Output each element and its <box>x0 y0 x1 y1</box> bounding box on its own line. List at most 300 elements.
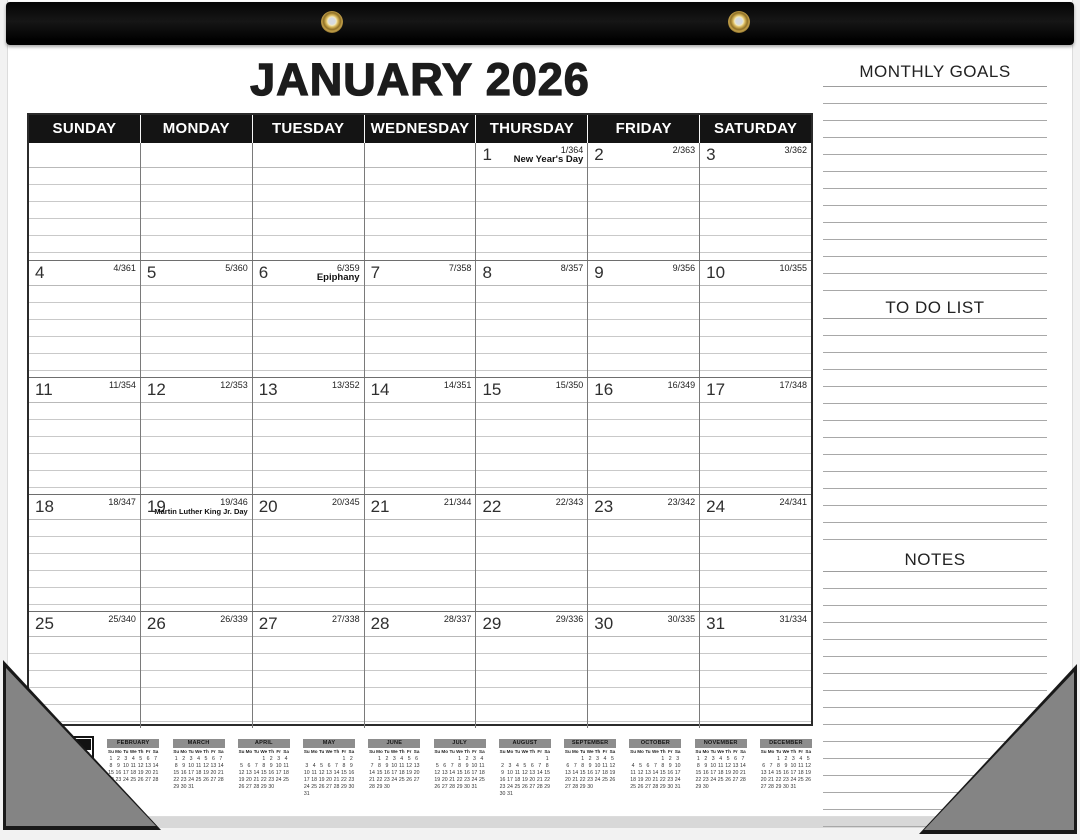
mini-day: 8 <box>378 762 381 769</box>
mini-day <box>529 791 536 798</box>
mini-month-header: SEPTEMBER <box>564 739 616 748</box>
mini-weekday: We <box>456 749 463 754</box>
mini-day: 12 <box>203 762 209 769</box>
sidebar-ruled-line <box>823 257 1047 274</box>
mini-week-row <box>303 770 355 777</box>
mini-day: 2 <box>182 755 186 762</box>
mini-day: 22 <box>173 777 180 784</box>
cell-ruled-line <box>141 437 252 454</box>
mini-month-header: AUGUST <box>499 739 551 748</box>
cell-ruled-line <box>365 471 476 488</box>
day-of-year: 18/347 <box>108 497 136 507</box>
cell-ruled-line <box>29 286 140 303</box>
mini-day: 1 <box>545 755 549 762</box>
mini-weekday: We <box>390 749 398 754</box>
mini-month-header: JULY <box>434 739 486 748</box>
mini-day: 14 <box>217 762 224 769</box>
cell-ruled-line <box>29 236 140 253</box>
day-corner-info <box>220 614 248 624</box>
mini-week-row <box>173 784 225 791</box>
mini-day: 19 <box>238 777 245 784</box>
mini-day: 3 <box>508 762 512 769</box>
mini-day: 15 <box>775 769 782 776</box>
cell-ruled-line <box>253 219 364 236</box>
mini-day: 18 <box>130 769 137 776</box>
mini-week-row <box>107 770 159 777</box>
mini-day: 20 <box>145 769 151 776</box>
mini-day: 30 <box>464 784 470 791</box>
mini-day: 29 <box>260 784 267 791</box>
mini-day: 10 <box>122 762 129 769</box>
mini-week-row <box>564 777 616 784</box>
cell-ruled-line <box>29 454 140 471</box>
mini-day: 6 <box>146 755 150 762</box>
mini-day: 11 <box>717 762 724 769</box>
mini-day: 3 <box>124 755 128 762</box>
day-header-band <box>365 261 476 286</box>
mini-day <box>637 756 644 763</box>
cell-ruled-line <box>588 437 699 454</box>
sidebar-ruled-line <box>823 336 1047 353</box>
day-number: 20 <box>258 497 278 516</box>
cell-ruled-line <box>253 537 364 554</box>
day-corner-info <box>779 263 807 273</box>
mini-day: 24 <box>391 777 398 784</box>
mini-day <box>253 756 260 763</box>
day-corner-info <box>449 263 472 273</box>
mini-day: 29 <box>456 784 463 791</box>
cell-ruled-line <box>588 202 699 219</box>
cell-ruled-line <box>588 303 699 320</box>
cell-ruled-line <box>253 403 364 420</box>
mini-weekday: Fr <box>602 749 608 754</box>
mini-day: 25 <box>602 777 608 784</box>
mini-day: 17 <box>674 769 681 776</box>
mini-week-row <box>629 770 681 777</box>
cell-ruled-line <box>29 168 140 185</box>
day-number: 8 <box>482 263 492 282</box>
mini-day: 20 <box>246 777 252 784</box>
mini-week-row <box>499 777 551 784</box>
day-header-band <box>700 612 811 637</box>
cell-ruled-line <box>700 588 811 605</box>
mini-day: 5 <box>726 755 730 762</box>
mini-day: 19 <box>521 777 528 784</box>
mini-weekday: Tu <box>384 749 390 754</box>
mini-day: 20 <box>413 769 420 776</box>
mini-weekday: Th <box>137 749 144 754</box>
mini-weekday-row <box>564 748 616 756</box>
mini-day: 18 <box>478 769 485 776</box>
mini-day: 10 <box>275 762 282 769</box>
mini-day: 25 <box>283 777 289 784</box>
mini-week-row <box>695 784 747 791</box>
mini-weekday: Th <box>268 749 275 754</box>
mini-weekday: We <box>521 749 529 754</box>
calendar-grid <box>27 113 813 726</box>
mini-day: 22 <box>456 777 463 784</box>
day-number: 28 <box>370 614 390 633</box>
cell-ruled-line <box>141 688 252 705</box>
mini-day: 19 <box>609 769 616 776</box>
day-of-year: 6/359 <box>337 263 360 273</box>
holiday-label: Epiphany <box>316 272 360 283</box>
day-cell <box>699 495 811 611</box>
mini-weekday: We <box>129 749 137 754</box>
day-header-band <box>588 612 699 637</box>
mini-day: 13 <box>210 762 217 769</box>
mini-day: 30 <box>499 791 506 798</box>
mini-day: 7 <box>370 762 374 769</box>
cell-ruled-line <box>476 554 587 571</box>
cell-ruled-line <box>29 320 140 337</box>
day-cell <box>475 378 587 494</box>
mini-week-row <box>760 784 812 791</box>
mini-week-row <box>434 763 486 770</box>
mini-day: 18 <box>283 769 289 776</box>
mini-day: 13 <box>760 769 767 776</box>
mini-day: 27 <box>732 777 739 784</box>
day-of-year: 3/362 <box>784 145 808 155</box>
mini-weekday: Th <box>464 749 470 754</box>
mini-day: 1 <box>777 755 780 762</box>
cell-ruled-line <box>476 354 587 371</box>
day-cell <box>252 378 364 494</box>
mini-day: 2 <box>116 755 120 762</box>
cell-ruled-line <box>476 303 587 320</box>
day-corner-info <box>668 614 696 624</box>
mini-week-row <box>434 770 486 777</box>
cell-ruled-line <box>141 168 252 185</box>
day-number: 14 <box>370 380 390 399</box>
cell-ruled-line <box>365 520 476 537</box>
day-corner-info <box>668 380 696 390</box>
mini-day: 28 <box>449 784 456 791</box>
mini-day: 19 <box>406 769 413 776</box>
mini-month-header: OCTOBER <box>629 739 681 748</box>
mini-weekday: Mo <box>637 749 644 754</box>
sidebar-ruled-line <box>823 404 1047 421</box>
day-header-band <box>141 495 252 520</box>
mini-day: 3 <box>392 755 396 762</box>
day-number: 6 <box>258 263 269 282</box>
mini-weekday-row <box>434 748 486 756</box>
sidebar-ruled-line <box>823 455 1047 472</box>
mini-day: 6 <box>211 755 215 762</box>
mini-week-row <box>368 770 420 777</box>
cell-ruled-line <box>365 185 476 202</box>
mini-weekday: Tu <box>449 749 455 754</box>
cell-ruled-line <box>700 437 811 454</box>
mini-day: 13 <box>145 762 151 769</box>
mini-weekday: Th <box>594 749 601 754</box>
day-of-year: 8/357 <box>560 263 584 273</box>
cell-ruled-line <box>29 520 140 537</box>
mini-month-march <box>173 739 225 791</box>
day-header-band <box>365 495 476 520</box>
mini-day: 2 <box>269 755 273 762</box>
mini-day: 18 <box>797 769 804 776</box>
cell-ruled-line <box>588 654 699 671</box>
mini-day: 14 <box>369 769 375 776</box>
mini-day: 3 <box>711 755 715 762</box>
mini-month-header: DECEMBER <box>760 739 812 748</box>
cell-ruled-line <box>29 571 140 588</box>
mini-weekday: Mo <box>767 749 775 754</box>
day-cell <box>29 378 140 494</box>
mini-day: 9 <box>588 762 592 769</box>
day-header-band <box>365 612 476 637</box>
mini-day: 6 <box>646 762 650 769</box>
mini-day: 2 <box>784 755 788 762</box>
mini-day: 28 <box>652 784 659 791</box>
cell-ruled-line <box>141 454 252 471</box>
day-corner-info <box>109 380 136 390</box>
cell-ruled-line <box>700 454 811 471</box>
mini-day: 26 <box>318 784 325 791</box>
day-corner-info <box>779 380 807 390</box>
mini-day: 14 <box>253 769 260 776</box>
day-cell <box>140 261 252 377</box>
mini-day: 1 <box>581 755 585 762</box>
day-header-band <box>253 495 364 520</box>
day-header-band <box>365 378 476 403</box>
mini-day: 21 <box>333 777 340 784</box>
sidebar-ruled-line <box>823 657 1047 674</box>
mini-day: 10 <box>594 762 601 769</box>
mini-week-row <box>368 777 420 784</box>
mini-day: 3 <box>189 755 193 762</box>
mini-day: 16 <box>268 769 275 776</box>
mini-day: 27 <box>529 784 536 791</box>
mini-day: 8 <box>109 762 113 769</box>
cell-ruled-line <box>476 537 587 554</box>
day-header-band <box>141 143 252 168</box>
day-of-year: 10/355 <box>779 263 808 273</box>
mini-weekday: Tu <box>253 749 259 754</box>
cell-ruled-line <box>253 637 364 654</box>
mini-day: 15 <box>260 769 267 776</box>
mini-day: 11 <box>514 769 521 776</box>
cell-ruled-line <box>141 286 252 303</box>
day-cell <box>587 495 699 611</box>
mini-weekday: We <box>586 749 594 754</box>
cell-ruled-line <box>588 688 699 705</box>
mini-day: 26 <box>805 777 812 784</box>
cell-ruled-line <box>700 403 811 420</box>
day-header-band <box>29 378 140 403</box>
mini-day: 21 <box>449 777 456 784</box>
sidebar-ruled-line <box>823 240 1047 257</box>
mini-day: 16 <box>667 769 674 776</box>
mini-weekday: Mo <box>245 749 253 754</box>
mini-week-row <box>499 770 551 777</box>
mini-month-december <box>760 739 812 791</box>
mini-day <box>368 756 375 763</box>
mini-day: 22 <box>695 777 702 784</box>
mini-weekday-row <box>173 748 225 756</box>
mini-month-april <box>238 739 290 791</box>
mini-day: 24 <box>188 777 194 784</box>
cell-ruled-line <box>253 471 364 488</box>
weekday-header-cell: SUNDAY <box>52 120 117 137</box>
mini-day: 2 <box>349 755 353 762</box>
day-corner-info <box>673 263 696 273</box>
day-number: 19 <box>146 497 166 516</box>
mini-day: 11 <box>798 762 804 769</box>
cell-ruled-line <box>253 303 364 320</box>
cell-ruled-line <box>253 705 364 722</box>
mini-day: 5 <box>610 755 614 762</box>
holiday-label: New Year's Day <box>513 154 584 165</box>
mini-day: 28 <box>152 777 159 784</box>
mini-day: 31 <box>303 791 310 798</box>
mini-week-row <box>107 756 159 763</box>
mini-weekday: Fr <box>667 749 673 754</box>
week-row <box>29 611 811 728</box>
mini-day: 15 <box>544 769 551 776</box>
day-header-band <box>141 378 252 403</box>
mini-month-may <box>303 739 355 799</box>
mini-day <box>434 756 441 763</box>
mini-week-row <box>303 784 355 791</box>
mini-month-september <box>564 739 616 791</box>
cell-ruled-line <box>29 403 140 420</box>
cell-ruled-line <box>588 637 699 654</box>
mini-weekday: Mo <box>506 749 514 754</box>
mini-weekday: Th <box>660 749 666 754</box>
mini-day <box>739 784 746 791</box>
mini-day: 14 <box>768 769 774 776</box>
mini-weekday: Fr <box>211 749 216 754</box>
mini-day: 18 <box>398 769 405 776</box>
mini-weekday: Sa <box>674 749 681 754</box>
mini-day: 21 <box>652 777 659 784</box>
mini-day: 27 <box>210 777 217 784</box>
mini-day: 18 <box>514 777 521 784</box>
cell-ruled-line <box>588 168 699 185</box>
cell-ruled-line <box>365 337 476 354</box>
mini-week-row <box>303 777 355 784</box>
mini-day <box>521 791 528 798</box>
mini-day: 30 <box>268 784 275 791</box>
mini-day: 11 <box>630 769 636 776</box>
mini-day: 4 <box>131 755 135 762</box>
mini-day: 17 <box>471 769 478 776</box>
mini-week-row <box>629 777 681 784</box>
mini-day: 12 <box>609 762 616 769</box>
cell-ruled-line <box>141 403 252 420</box>
mini-day: 5 <box>806 755 810 762</box>
mini-day: 26 <box>434 784 441 791</box>
mini-day <box>804 784 811 791</box>
mini-day: 12 <box>521 769 528 776</box>
mini-day: 12 <box>725 762 731 769</box>
cell-ruled-line <box>253 202 364 219</box>
day-corner-info <box>784 145 807 155</box>
mini-day <box>202 784 209 791</box>
day-header-band <box>476 261 587 286</box>
mini-day: 11 <box>479 762 485 769</box>
mini-day <box>303 756 310 763</box>
cell-ruled-line <box>476 202 587 219</box>
mini-day: 9 <box>501 769 505 776</box>
cell-ruled-line <box>588 320 699 337</box>
mini-day: 25 <box>514 784 521 791</box>
cell-ruled-line <box>700 303 811 320</box>
cell-ruled-line <box>588 705 699 722</box>
day-number: 26 <box>146 614 166 633</box>
cell-ruled-line <box>365 236 476 253</box>
mini-calendars-strip <box>24 736 812 803</box>
mini-day: 30 <box>348 784 355 791</box>
day-number: 22 <box>482 497 502 516</box>
mini-day <box>405 784 412 791</box>
day-cell <box>29 261 140 377</box>
day-of-year: 26/339 <box>220 614 248 624</box>
day-header-band <box>588 143 699 168</box>
cell-ruled-line <box>141 354 252 371</box>
cell-ruled-line <box>476 571 587 588</box>
cell-ruled-line <box>588 185 699 202</box>
cell-ruled-line <box>476 588 587 605</box>
cell-ruled-line <box>29 337 140 354</box>
mini-day: 24 <box>275 777 282 784</box>
mini-day: 20 <box>441 777 448 784</box>
mini-day: 24 <box>710 777 717 784</box>
day-number: 15 <box>482 380 502 399</box>
mini-day: 9 <box>349 762 353 769</box>
mini-weekday: Su <box>695 749 702 754</box>
mini-day: 31 <box>674 784 681 791</box>
cell-ruled-line <box>29 185 140 202</box>
day-cell <box>475 495 587 611</box>
mini-day <box>310 791 317 798</box>
mini-day: 11 <box>130 762 136 769</box>
mini-day: 5 <box>320 762 324 769</box>
day-corner-info <box>556 497 584 507</box>
cell-ruled-line <box>476 454 587 471</box>
mini-day: 16 <box>180 769 187 776</box>
mini-day: 30 <box>384 784 390 791</box>
sidebar-ruled-line <box>823 189 1047 206</box>
mini-day: 22 <box>260 777 267 784</box>
cell-ruled-line <box>476 671 587 688</box>
mini-day <box>245 756 252 763</box>
mini-week-row <box>499 784 551 791</box>
cell-ruled-line <box>253 168 364 185</box>
cell-ruled-line <box>253 236 364 253</box>
cell-ruled-line <box>253 437 364 454</box>
cell-ruled-line <box>365 554 476 571</box>
mini-day: 10 <box>471 762 478 769</box>
mini-day: 1 <box>262 755 266 762</box>
cell-ruled-line <box>141 705 252 722</box>
holiday-label: Martin Luther King Jr. Day <box>154 507 248 516</box>
binding-bar <box>6 2 1074 45</box>
mini-day: 14 <box>449 769 456 776</box>
day-corner-info <box>444 614 472 624</box>
day-of-year: 31/334 <box>779 614 808 624</box>
day-header-band <box>253 612 364 637</box>
sidebar-ruled-line <box>823 489 1047 506</box>
cell-ruled-line <box>365 571 476 588</box>
mini-day: 31 <box>188 784 194 791</box>
mini-day: 23 <box>268 777 275 784</box>
sidebar-ruled-line <box>823 370 1047 387</box>
mini-day: 17 <box>710 769 717 776</box>
mini-day: 31 <box>790 784 797 791</box>
